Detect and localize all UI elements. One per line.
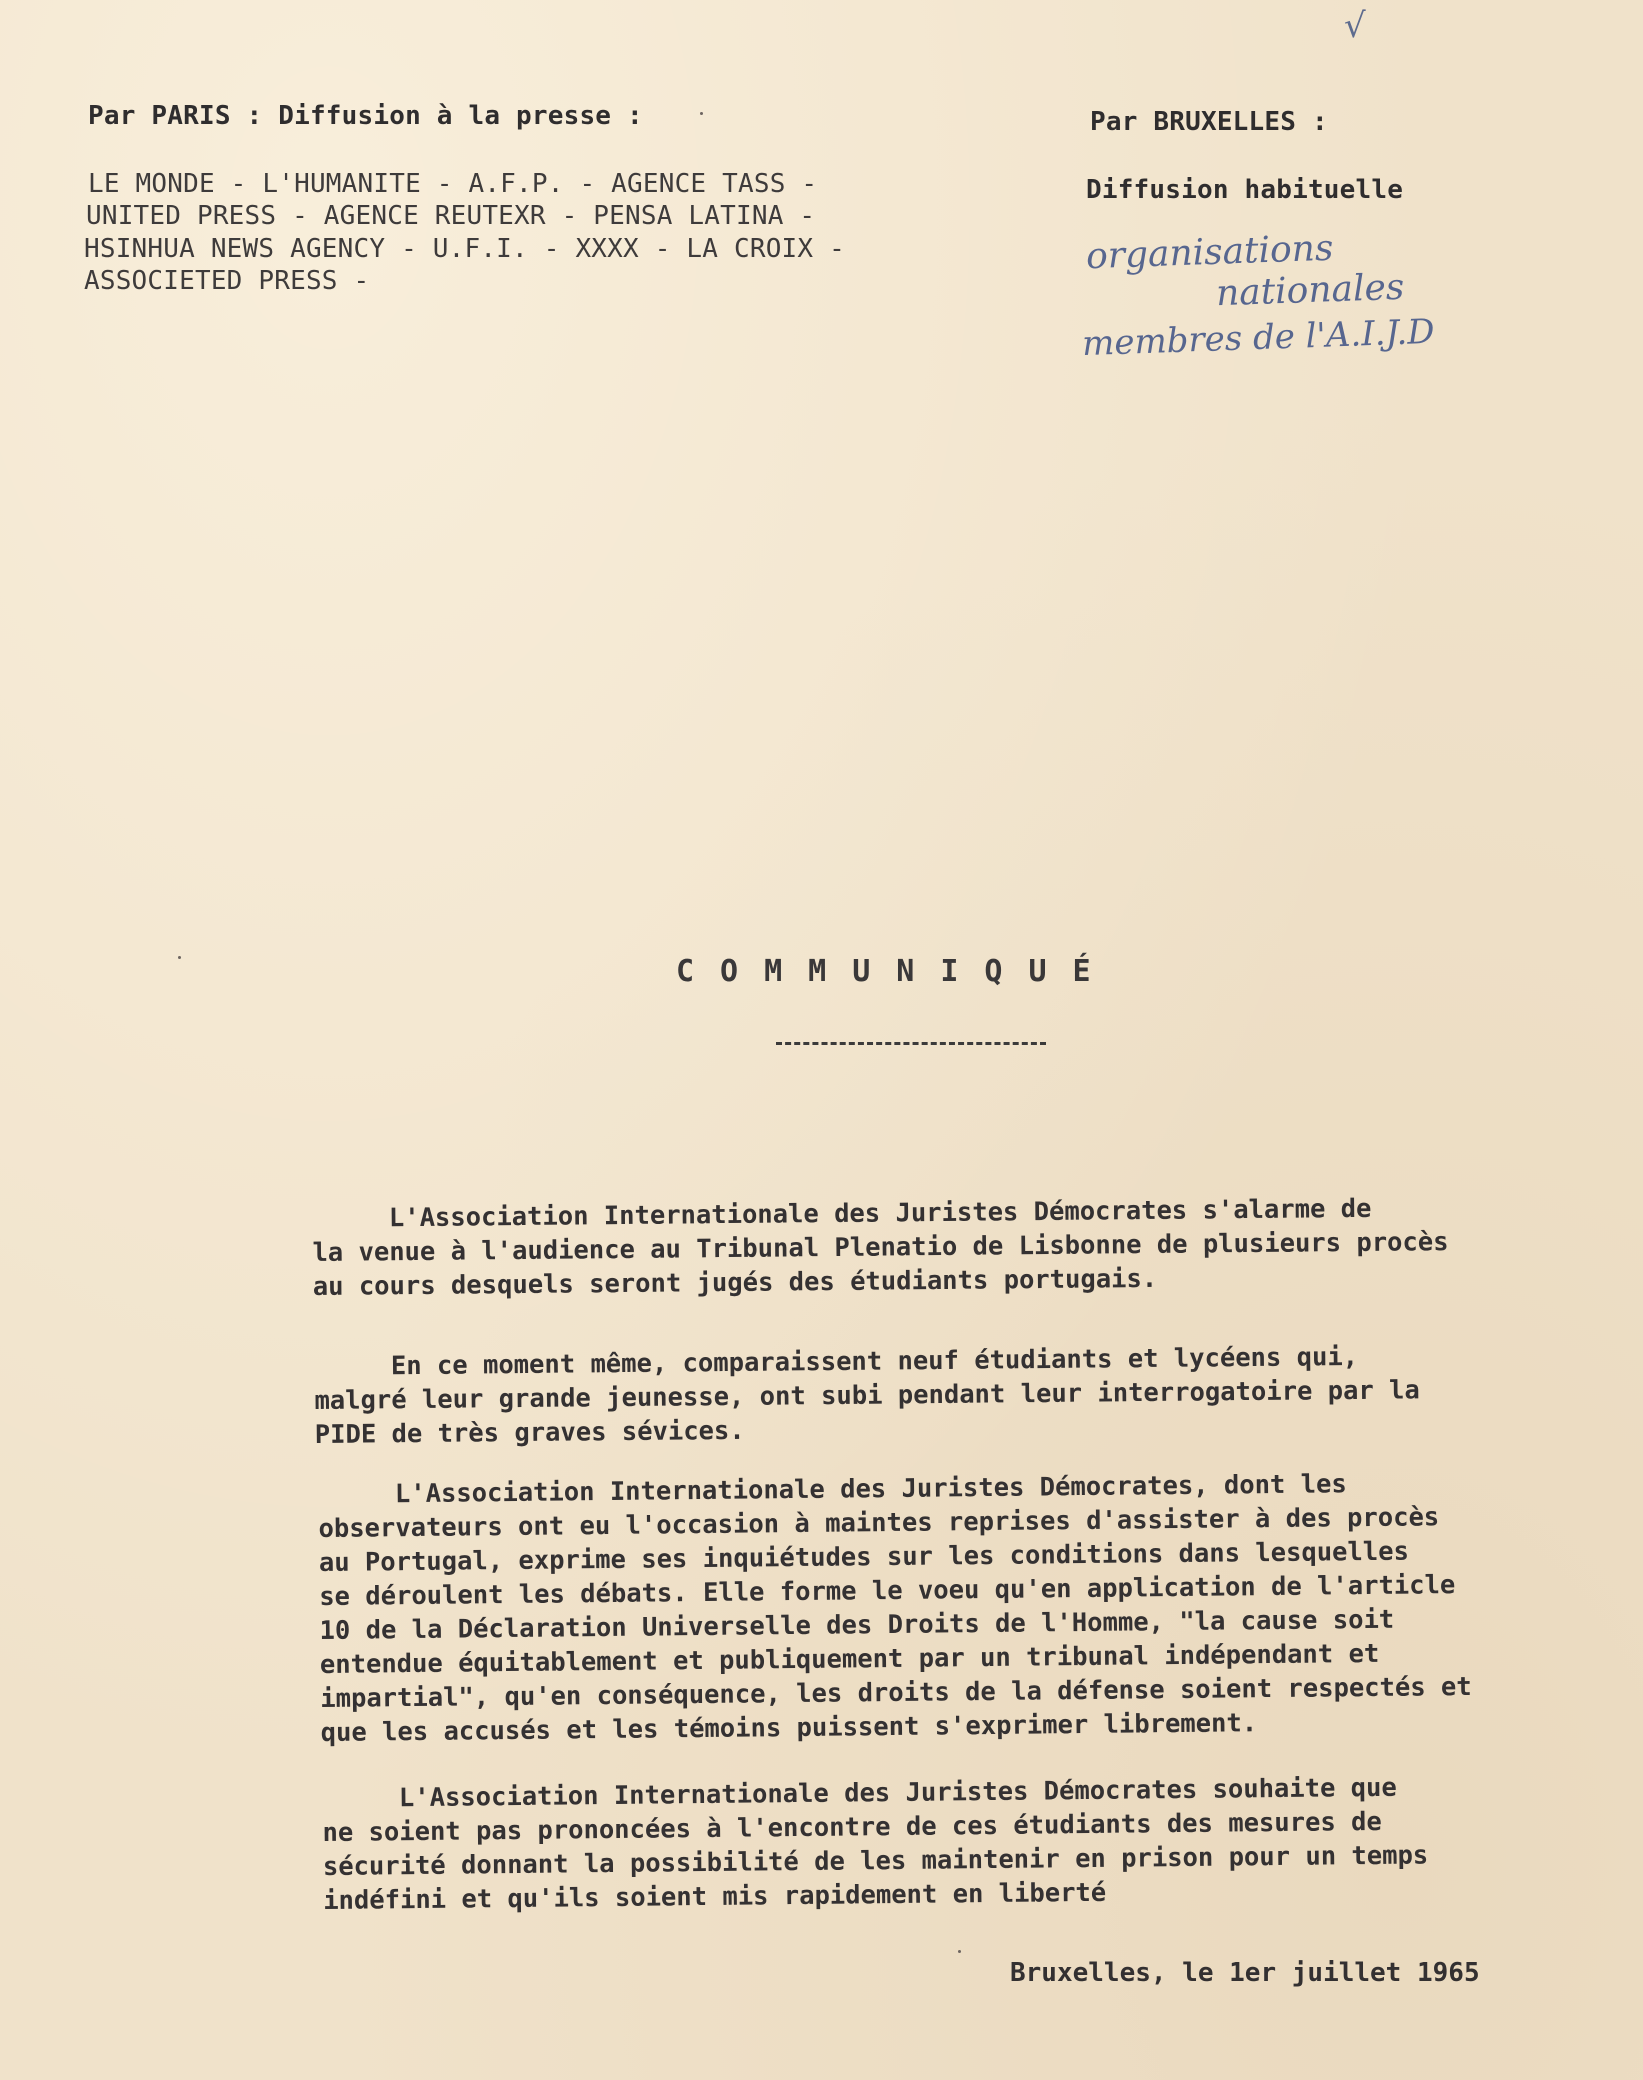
paragraph-4 xyxy=(322,1768,1623,1918)
handwritten-note-line-2: nationales xyxy=(1215,266,1405,315)
place-and-date: Bruxelles, le 1er juillet 1965 xyxy=(1010,1958,1480,1988)
paragraph-1-line-1: L'Association Internationale des Juristes Démocrates s'alarme de xyxy=(312,1193,1372,1234)
paragraph-4-line-4: indéfini et qu'ils soient mis rapidement en liberté xyxy=(323,1877,1107,1916)
title-underline xyxy=(776,1042,1046,1045)
paragraph-3-line-2: observateurs ont eu l'occasion à maintes reprises d'assister à des procès xyxy=(318,1502,1440,1544)
paragraph-4-line-2: ne soient pas prononcées à l'encontre de ces étudiants des mesures de xyxy=(322,1806,1382,1848)
paragraph-3-line-1: L'Association Internationale des Juristes Démocrates, dont les xyxy=(318,1469,1347,1510)
handwritten-note-line-1: organisations xyxy=(1085,227,1334,278)
paragraph-2-line-3: PIDE de très graves sévices. xyxy=(314,1415,745,1450)
paragraph-3-line-5: 10 de la Déclaration Universelle des Droits de l'Homme, "la cause soit xyxy=(319,1604,1395,1646)
paragraph-3-line-6: entendue équitablement et publiquement par un tribunal indépendant et xyxy=(319,1638,1380,1680)
paragraph-3-line-3: au Portugal, exprime ses inquiétudes sur les conditions dans lesquelles xyxy=(318,1536,1410,1578)
paragraph-1-line-2: la venue à l'audience au Tribunal Plenatio de Lisbonne de plusieurs procès xyxy=(312,1227,1449,1268)
paragraph-2-line-2: malgré leur grande jeunesse, ont subi pendant leur interrogatoire par la xyxy=(314,1375,1420,1416)
brussels-distribution-subtitle: Diffusion habituelle xyxy=(1086,175,1404,205)
press-list-line-2: UNITED PRESS - AGENCE REUTEXR - PENSA LATINA - xyxy=(86,201,816,231)
paragraph-3-line-8: que les accusés et les témoins puissent s'exprimer librement. xyxy=(320,1708,1258,1748)
document-title: COMMUNIQUÉ xyxy=(676,954,1117,989)
paragraph-2-line-1: En ce moment même, comparaissent neuf étudiants et lycéens qui, xyxy=(314,1341,1359,1382)
paris-distribution-heading: Par PARIS : Diffusion à la presse : xyxy=(88,101,643,131)
paragraph-3-line-4: se déroulent les débats. Elle forme le voeu qu'en application de l'article xyxy=(319,1570,1456,1612)
press-list-line-1: LE MONDE - L'HUMANITE - A.F.P. - AGENCE TASS - xyxy=(88,169,818,199)
handwritten-check-mark: √ xyxy=(1344,6,1366,46)
paragraph-3 xyxy=(318,1464,1621,1750)
press-list-line-4: ASSOCIETED PRESS - xyxy=(84,266,370,296)
paper-speck xyxy=(700,112,703,115)
paragraph-4-line-3: sécurité donnant la possibilité de les maintenir en prison pour un temps xyxy=(322,1840,1429,1882)
paragraph-1-line-3: au cours desquels seront jugés des étudiants portugais. xyxy=(312,1263,1158,1302)
paragraph-2 xyxy=(314,1338,1615,1452)
press-list-line-3: HSINHUA NEWS AGENCY - U.F.I. - XXXX - LA CROIX - xyxy=(84,234,845,264)
paragraph-4-line-1: L'Association Internationale des Juristes Démocrates souhaite que xyxy=(322,1772,1397,1814)
handwritten-note-line-3: membres de l'A.I.J.D xyxy=(1081,311,1436,365)
paper-speck xyxy=(178,956,181,959)
paper-speck xyxy=(958,1950,961,1953)
brussels-distribution-heading: Par BRUXELLES : xyxy=(1090,107,1328,137)
paragraph-1 xyxy=(312,1190,1613,1304)
paragraph-3-line-7: impartial", qu'en conséquence, les droits de la défense soient respectés et xyxy=(320,1671,1472,1714)
